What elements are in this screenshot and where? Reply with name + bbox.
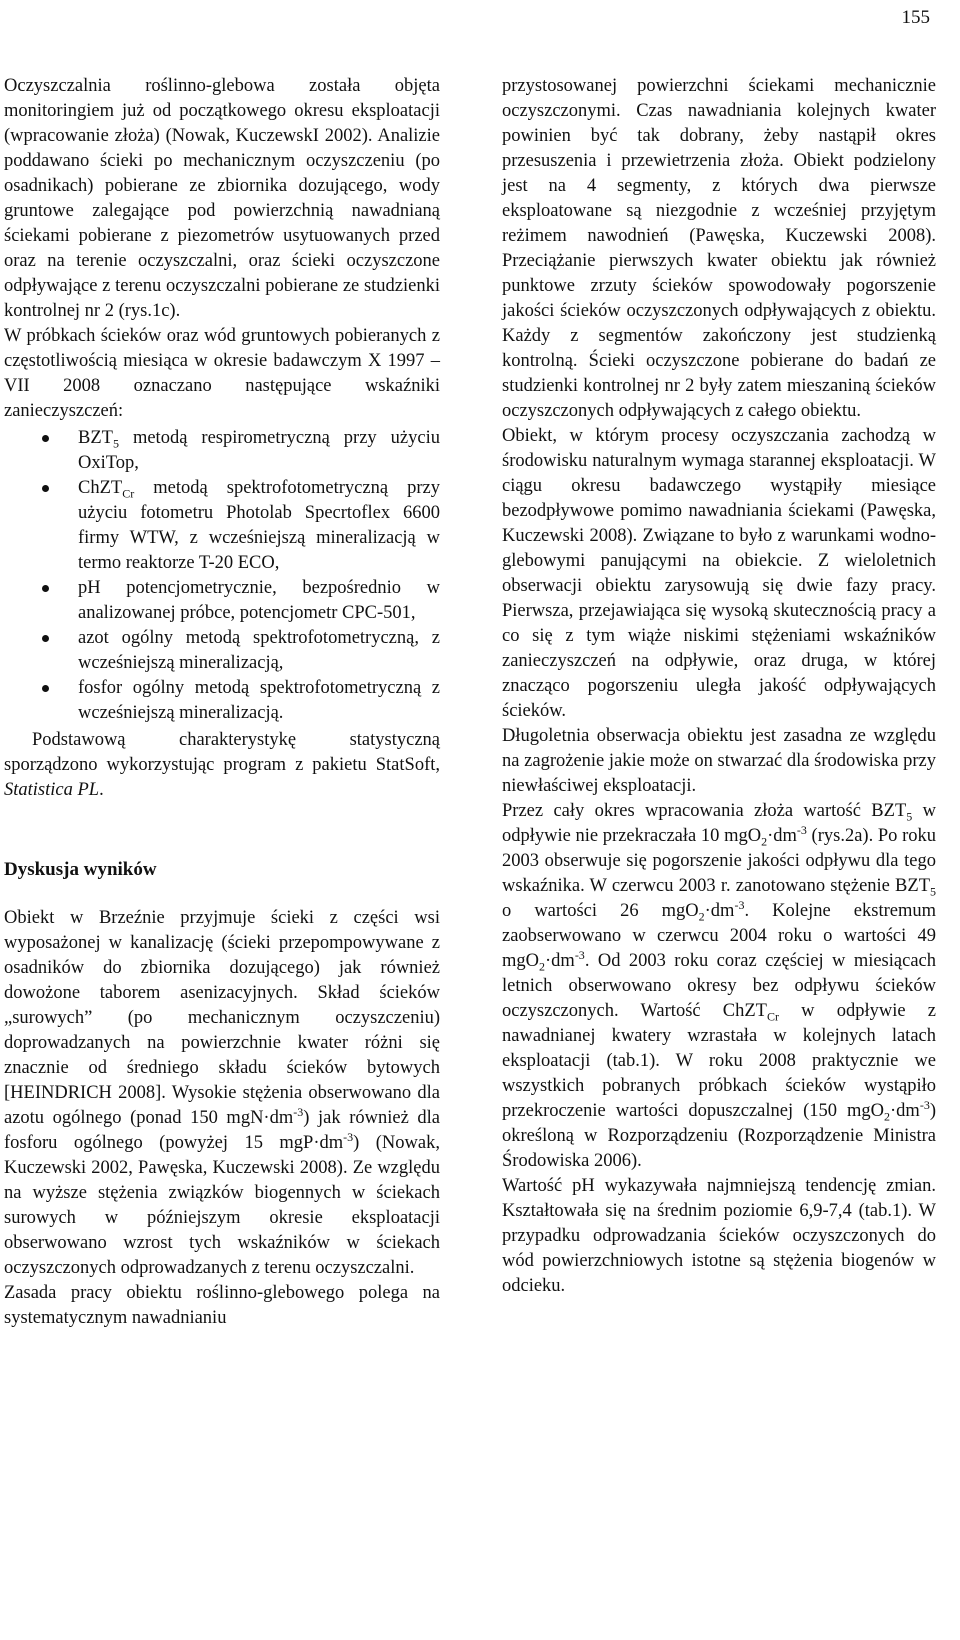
left-column <box>4 74 440 1331</box>
discussion-paragraph: Obiekt w Brzeźnie przyjmuje ścieki z części wsi wyposażonej w kanalizację (ścieki przepompowywane z osadników do zbiornika dozującego) jak również dowożone taborem asenizacyjnych. Skład ścieków „surowych” (po mechanicznym oczyszczeniu) doprowadzanych na powierzchnie kwater różni się znacznie od średniego składu ścieków bytowych [HEINDRICH 2008]. Wysokie stężenia obserwowano dla azotu ogólnego (ponad 150 $mgN\cdot dm^{-3}$) jak również dla fosforu ogólnego (powyżej 15 $mgP\cdot dm^{-3}$) (Nowak, Kuczewski 2002, Pawęska, Kuczewski 2008). Ze względu na wyższe stężenia związków biogennych w ściekach surowych w późniejszym okresie eksploatacji obserwowano wzrost tych wskaźników w ściekach oczyszczonych odprowadzanych z terenu oczyszczalni. <box>4 908 440 1278</box>
bullet-icon <box>42 435 49 442</box>
list-item: azot ogólny metodą spektrofotometryczną, z wcześniejszą mineralizacją, <box>4 626 440 676</box>
bullet-icon <box>42 485 49 492</box>
list-item: fosfor ogólny metodą spektrofotometryczną z wcześniejszą mineralizacją. <box>4 676 440 726</box>
methods-list <box>4 426 440 726</box>
statistics-paragraph: Podstawową charakterystykę statystyczną sporządzono wykorzystując program z pakietu StatSoft, Statistica PL. <box>4 730 440 800</box>
operation-phases-paragraph: Obiekt, w którym procesy oczyszczania zachodzą w środowisku naturalnym wymaga starannej eksploatacji. W ciągu okresu badawczego wystąpiły miesiące bezodpływowe pomimo nawadniania ściekami (Pawęska, Kuczewski 2008). Związane to było z warunkami wodno-glebowymi panującymi na obiekcie. Z wieloletnich obserwacji obiektu zarysowują się dwie fazy pracy. Pierwsza, przejawiająca się wysoką skutecznością pracy a co się z tym wiąże niskimi stężeniami wskaźników zanieczyszczeń na odpływie, oraz druga, w której znacząco pogorszeniu uległa jakość odpływających ścieków. <box>502 426 936 721</box>
bullet-icon <box>42 635 49 642</box>
irrigation-paragraph: przystosowanej powierzchni ściekami mechanicznie oczyszczonymi. Czas nawadniania kolejnych kwater powinien być tak dobrany, żeby nastąpił okres przesuszenia i przewietrzenia złoża. Obiekt podzielony jest na 4 segmenty, z których dwa pierwsze eksploatowane są niezgodnie z wcześniej przyjętym reżimem nawodnień (Pawęska, Kuczewski 2008). Przeciążanie pierwszych kwater obiektu jak również punktowe zrzuty ścieków spowodowały pogorszenie jakości ścieków oczyszczonych odpływających z obiektu. Każdy z segmentów zakończony jest studzienką kontrolną. Ścieki oczyszczone pobierane do badań ze studzienki kontrolnej nr 2 były zatem mieszaniną ścieków oczyszczonych odpływających z całego obiektu. <box>502 76 936 421</box>
intro-paragraph: Oczyszczalnia roślinno-glebowa została objęta monitoringiem już od początkowego okresu eksploatacji (wpracowanie złoża) (Nowak, KuczewskI 2002). Analizie poddawano ścieki po mechanicznym oczyszczeniu (po osadnikach) pobierane ze zbiornika dozującego, wody gruntowe zalegające pod powierzchnią nawadnianą ściekami pobierane z piezometrów usytuowanych przed oraz na terenie oczyszczalni, oraz ścieki oczyszczone odpływające z terenu oczyszczalni pobierane ze studzienki kontrolnej nr 2 (rys.1c). <box>4 76 440 321</box>
bullet-icon <box>42 685 49 692</box>
ph-results-paragraph: Wartość pH wykazywała najmniejszą tendencję zmian. Kształtowała się na średnim poziomie 6,9-7,4 (tab.1). W przypadku odprowadzania ścieków oczyszczonych do wód powierzchniowych istotne są stężenia biogenów w odcieku. <box>502 1176 936 1296</box>
bzt-results-paragraph: Przez cały okres wpracowania złoża wartość $BZT_5$ w odpływie nie przekraczała 10 $mgO_2\cdot dm^{-3}$ (rys.2a). Po roku 2003 obserwuje się pogorszenie jakości odpływu dla tego wskaźnika. W czerwcu 2003 r. zanotowano stężenie $BZT_5$ o wartości 26 $mgO_2\cdot dm^{-3}$. Kolejne ekstremum zaobserwowano w czerwcu 2004 roku o wartości 49 $mgO_2\cdot dm^{-3}$. Od 2003 roku coraz częściej w miesiącach letnich obserwowano okresy bez odpływu ścieków oczyszczonych. Wartość ChZT$_{Cr}$ w odpływie z nawadnianej kwatery wzrastała w kolejnych latach eksploatacji (tab.1). W roku 2008 praktycznie we wszystkich pobranych próbkach ścieków wystąpiło przekroczenie wartości dopuszczalnej (150 $mgO_2\cdot dm^{-3}$) określoną w Rozporządzeniu (Rozporządzenie Ministra Środowiska 2006). <box>502 801 936 1171</box>
list-item: $BZT_5$ metodą respirometryczną przy użyciu OxiTop, <box>4 426 440 476</box>
section-heading: Dyskusja wyników <box>4 859 157 880</box>
observation-paragraph: Długoletnia obserwacja obiektu jest zasadna ze względu na zagrożenie jakie może on stwarzać dla środowiska przy niewłaściwej eksploatacji. <box>502 726 936 796</box>
right-column <box>502 74 936 1299</box>
methods-paragraph: W próbkach ścieków oraz wód gruntowych pobieranych z częstotliwością miesiąca w okresie badawczym X 1997 – VII 2008 oznaczano następujące wskaźniki zanieczyszczeń: <box>4 326 440 421</box>
operation-paragraph: Zasada pracy obiektu roślinno-glebowego polega na systematycznym nawadnianiu <box>4 1283 440 1328</box>
page-number: 155 <box>901 7 930 28</box>
bullet-icon <box>42 585 49 592</box>
list-item: pH potencjometrycznie, bezpośrednio w analizowanej próbce, potencjometr CPC-501, <box>4 576 440 626</box>
list-item: ChZT$_{Cr}$ metodą spektrofotometryczną przy użyciu fotometru Photolab Specrtoflex 6600 firmy WTW, z wcześniejszą mineralizacją w termo reaktorze T-20 ECO, <box>4 476 440 576</box>
